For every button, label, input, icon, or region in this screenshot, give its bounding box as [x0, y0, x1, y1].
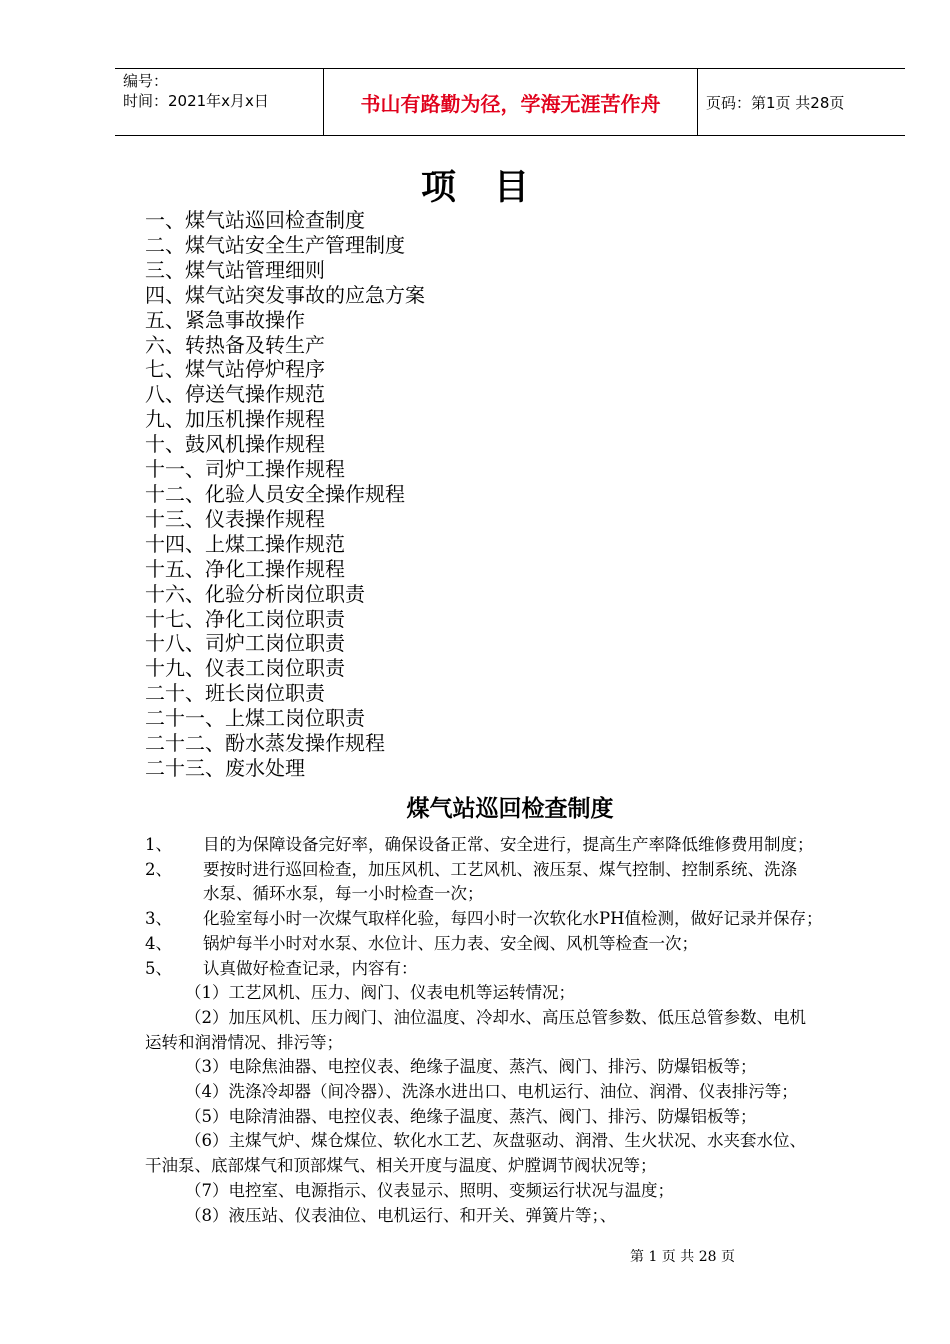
header-meta — [115, 69, 324, 136]
item-number: 5、 — [145, 958, 172, 978]
sub-item-text: （4）洗涤冷却器（间冷器）、洗涤水进出口、电机运行、油位、润滑、仪表排污等； — [185, 1082, 798, 1102]
time-label: 时间：2021年x月x日 — [123, 92, 269, 110]
page-header — [115, 68, 905, 136]
item-text: 要按时进行巡回检查，加压风机、工艺风机、液压泵、煤气控制、控制系统、洗涤 — [203, 859, 797, 879]
sub-item-text: （7）电控室、电源指示、仪表显示、照明、变频运行状况与温度； — [185, 1180, 674, 1200]
toc-item: 十三、仪表操作规程 — [145, 506, 325, 531]
item-text: 目的为保障设备完好率，确保设备正常、安全进行，提高生产率降低维修费用制度； — [203, 835, 814, 854]
toc-item: 九、加压机操作规程 — [145, 407, 325, 432]
header-page-info: 页码：第1页 共28页 — [698, 69, 906, 136]
table-of-contents — [145, 208, 425, 781]
item-text: 认真做好检查记录，内容有： — [203, 958, 418, 978]
sub-item-text: 运转和润滑情况、排污等； — [145, 1032, 343, 1052]
sub-item-text: （8）液压站、仪表油位、电机运行、和开关、弹簧片等；、 — [185, 1205, 617, 1225]
item-number: 4、 — [145, 933, 172, 953]
numbered-item — [145, 932, 885, 957]
toc-item: 二十二、酚水蒸发操作规程 — [145, 731, 385, 756]
document-title: 项目 — [420, 167, 567, 208]
toc-item: 一、煤气站巡回检查制度 — [145, 208, 365, 232]
numbered-item — [145, 907, 885, 932]
page-footer: 第 1 页 共 28 页 — [630, 1249, 735, 1265]
toc-item: 三、煤气站管理细则 — [145, 257, 325, 282]
section-body — [145, 833, 885, 1228]
sub-item-text: 干油泵、底部煤气和顶部煤气、相关开度与温度、炉膛调节阀状况等； — [145, 1156, 657, 1176]
toc-item: 十、鼓风机操作规程 — [145, 432, 325, 457]
numbered-item — [145, 858, 885, 907]
sub-item-text: （3）电除焦油器、电控仪表、绝缘子温度、蒸汽、阀门、排污、防爆铝板等； — [185, 1057, 757, 1077]
numbered-item — [145, 833, 885, 858]
serial-label: 编号： — [123, 72, 169, 90]
item-text: 水泵、循环水泵，每一小时检查一次； — [203, 884, 484, 904]
toc-item: 十四、上煤工操作规范 — [145, 531, 345, 556]
toc-item: 二十一、上煤工岗位职责 — [145, 706, 365, 731]
item-text: 锅炉每半小时对水泵、水位计、压力表、安全阀、风机等检查一次； — [203, 933, 698, 953]
toc-item: 二十三、废水处理 — [145, 755, 305, 780]
toc-item: 七、煤气站停炉程序 — [145, 357, 325, 382]
item-text: 化验室每小时一次煤气取样化验，每四小时一次软化水PH值检测，做好记录并保存； — [203, 909, 823, 929]
toc-item: 十六、化验分析岗位职责 — [145, 581, 365, 606]
sub-item-text: （1）工艺风机、压力、阀门、仪表电机等运转情况； — [185, 983, 575, 1003]
item-number: 3、 — [145, 909, 172, 929]
toc-item: 五、紧急事故操作 — [145, 307, 305, 332]
item-number: 1、 — [145, 835, 172, 854]
toc-item: 二、煤气站安全生产管理制度 — [145, 232, 405, 257]
numbered-item — [145, 957, 885, 982]
section-title: 煤气站巡回检查制度 — [406, 795, 614, 822]
toc-item: 十九、仪表工岗位职责 — [145, 656, 345, 681]
toc-item: 十八、司炉工岗位职责 — [145, 631, 345, 656]
toc-item: 十五、净化工操作规程 — [145, 556, 345, 581]
toc-item: 二十、班长岗位职责 — [145, 681, 325, 706]
item-number: 2、 — [145, 859, 172, 879]
toc-item: 八、停送气操作规范 — [145, 382, 325, 407]
toc-item: 四、煤气站突发事故的应急方案 — [145, 282, 425, 307]
toc-item: 十二、化验人员安全操作规程 — [145, 481, 405, 506]
toc-item: 六、转热备及转生产 — [145, 332, 325, 357]
header-motto: 书山有路勤为径，学海无涯苦作舟 — [324, 69, 698, 136]
toc-item: 十七、净化工岗位职责 — [145, 606, 345, 631]
toc-item: 十一、司炉工操作规程 — [145, 457, 345, 482]
sub-item-text: （6）主煤气炉、煤仓煤位、软化水工艺、灰盘驱动、润滑、生火状况、水夹套水位、 — [185, 1131, 806, 1151]
sub-item-text: （5）电除清油器、电控仪表、绝缘子温度、蒸汽、阀门、排污、防爆铝板等； — [185, 1106, 757, 1126]
sub-item-text: （2）加压风机、压力阀门、油位温度、冷却水、高压总管参数、低压总管参数、电机 — [185, 1007, 806, 1027]
